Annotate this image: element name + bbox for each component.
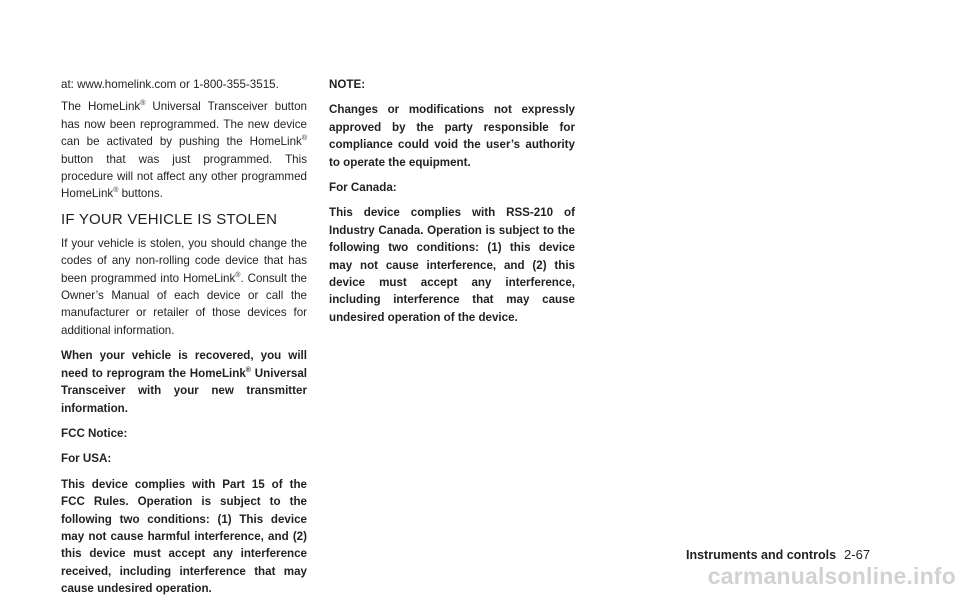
left-column — [61, 76, 307, 606]
registered-mark: ® — [245, 366, 251, 374]
stolen-paragraph: If your vehicle is stolen, you should change the codes of any non-rolling code device that has been programmed into HomeLink®. Consult the Owner’s Manual of each device or call the manufacturer or retailer of those devices for additional information. — [61, 236, 307, 337]
registered-mark: ® — [301, 135, 307, 143]
note-paragraph: Changes or modifications not expressly approved by the party responsible for compliance could void the user’s authority to operate the equipment. — [329, 103, 575, 169]
registered-mark: ® — [235, 271, 241, 279]
for-canada-label: For Canada: — [329, 181, 397, 195]
reprogrammed-paragraph: The HomeLink® Universal Transceiver button has now been reprogrammed. The new device can be activated by pushing the HomeLink® button that was just programmed. This procedure will not affect any other programmed HomeLink® buttons. — [61, 100, 307, 201]
usa-compliance-paragraph: This device complies with Part 15 of the FCC Rules. Operation is subject to the following two conditions: (1) This device may not cause harmful interference, and (2) this device must accept any interference received, including interference that may cause undesired operation. — [61, 477, 307, 596]
recovered-paragraph: When your vehicle is recovered, you will need to reprogram the HomeLink® Universal Transceiver with your new transmitter information. — [61, 349, 308, 415]
contact-line: at: www.homelink.com or 1-800-355-3515. — [61, 78, 279, 91]
page-footer — [686, 547, 870, 562]
canada-compliance-paragraph: This device complies with RSS-210 of Industry Canada. Operation is subject to the following two conditions: (1) this device may not cause interference, and (2) this device must accept any interference, including interference that may cause undesired operation of the device. — [329, 206, 575, 324]
registered-mark: ® — [113, 187, 119, 195]
for-usa-label: For USA: — [61, 452, 112, 466]
footer-section-title: Instruments and controls — [686, 548, 837, 562]
page-number: 2-67 — [844, 547, 871, 562]
registered-mark: ® — [140, 100, 146, 108]
right-column — [329, 76, 575, 334]
note-label: NOTE: — [329, 78, 366, 91]
fcc-notice-label: FCC Notice: — [61, 426, 128, 440]
section-heading: IF YOUR VEHICLE IS STOLEN — [61, 210, 278, 228]
watermark: carmanualsonline.info — [707, 563, 956, 589]
